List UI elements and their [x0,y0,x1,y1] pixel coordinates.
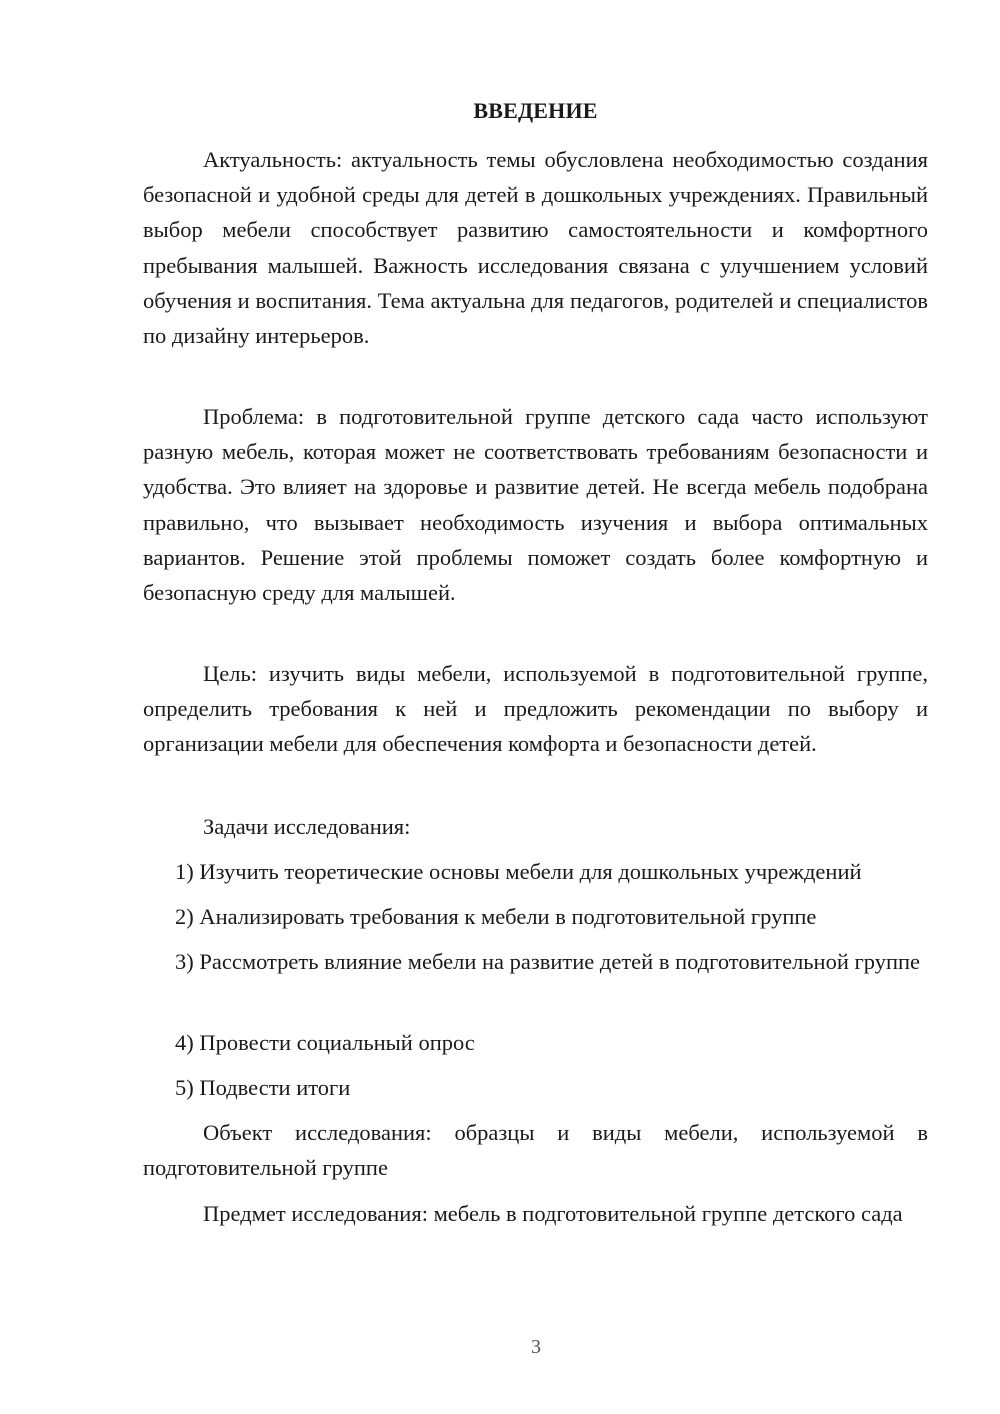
subject-paragraph: Предмет исследования: мебель в подготовительной группе детского сада [203,1201,903,1226]
page-number: 3 [531,1336,541,1358]
task-item-5: 5) Подвести итоги [175,1075,351,1100]
tasks-heading: Задачи исследования: [203,814,411,839]
section-title: ВВЕДЕНИЕ [473,98,598,123]
object-paragraph: Объект исследования: образцы и виды мебели, используемой в подготовительной группе [143,1120,928,1181]
goal-paragraph: Цель: изучить виды мебели, используемой в подготовительной группе, определить требования к ней и предложить рекомендации по выбору и организации мебели для обеспечения комфорта и безопасности детей. [143,661,928,757]
task-item-4: 4) Провести социальный опрос [175,1030,475,1055]
problem-paragraph: Проблема: в подготовительной группе детского сада часто используют разную мебель, которая может не соответствовать требованиям безопасности и удобства. Это влияет на здоровье и развитие детей. Не всегда мебель подобрана правильно, что вызывает необходимость изучения и выбора оптимальных вариантов. Решение этой проблемы поможет создать более комфортную и безопасную среду для малышей. [143,404,928,606]
relevance-paragraph: Актуальность: актуальность темы обусловлена необходимостью создания безопасной и удобной среды для детей в дошкольных учреждениях. Правильный выбор мебели способствует развитию самостоятельности и комфортного пребывания малышей. Важность исследования связана с улучшением условий обучения и воспитания. Тема актуальна для педагогов, родителей и специалистов по дизайну интерьеров. [143,147,928,349]
task-item-3: 3) Рассмотреть влияние мебели на развитие детей в подготовительной группе [175,949,921,974]
task-item-2: 2) Анализировать требования к мебели в подготовительной группе [175,904,817,929]
task-item-1: 1) Изучить теоретические основы мебели для дошкольных учреждений [175,859,862,884]
